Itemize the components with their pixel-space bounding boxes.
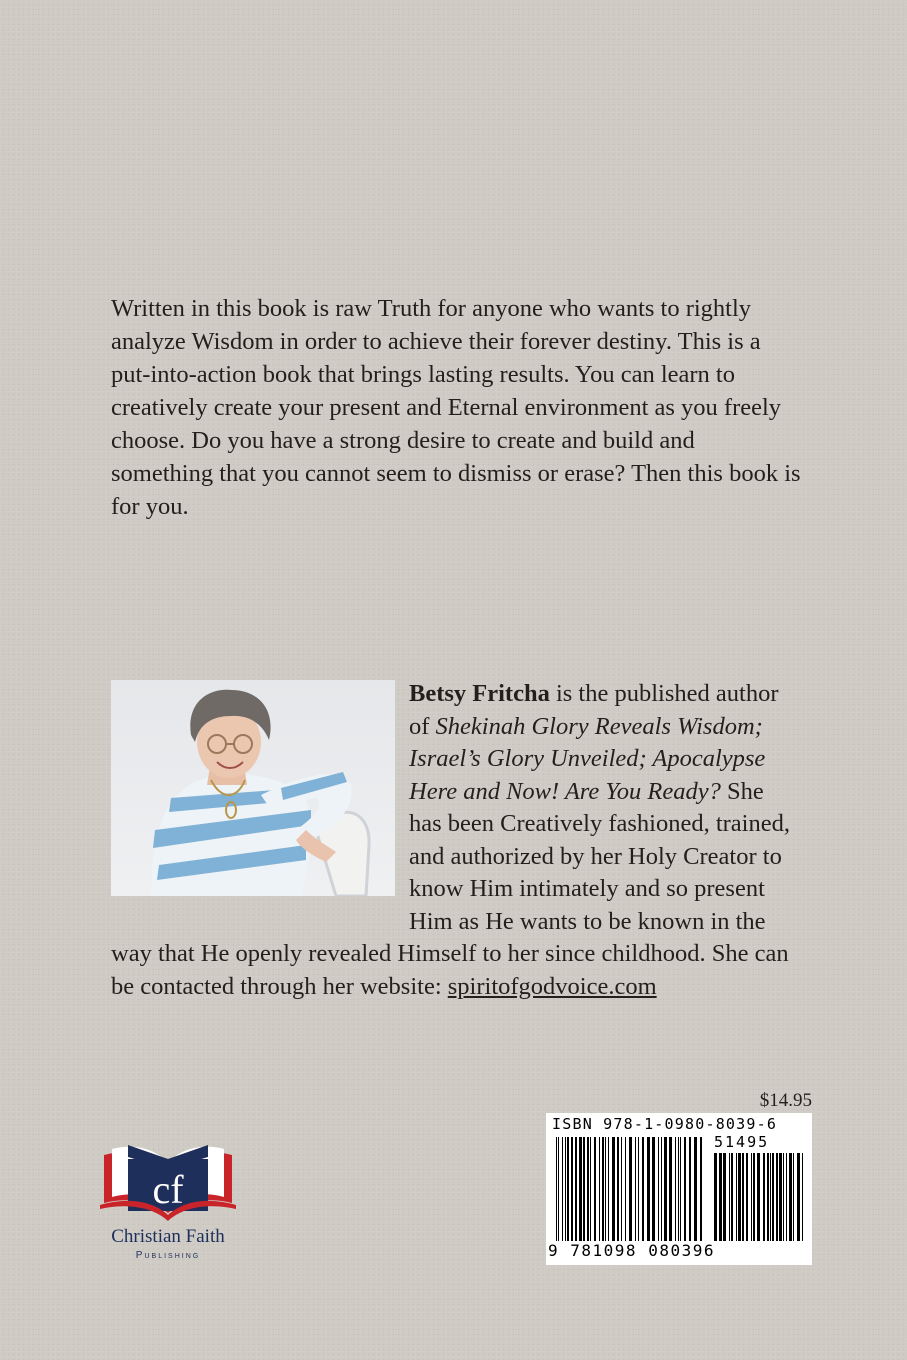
logo-letters: cf [152, 1167, 184, 1212]
publisher-subtitle: Publishing [135, 1250, 201, 1261]
barcode-bar [590, 1137, 591, 1241]
barcode-bar [772, 1153, 774, 1241]
barcode-bar [714, 1153, 717, 1241]
barcode-bar [579, 1137, 582, 1241]
bio-text-1: is the published author of [409, 680, 779, 740]
barcode-bar [789, 1153, 792, 1241]
barcode-bar [565, 1137, 566, 1241]
ean-number: 9 781098 080396 [548, 1241, 715, 1260]
barcode-bar [700, 1137, 702, 1241]
barcode-bar [751, 1153, 752, 1241]
barcode-bar [621, 1137, 622, 1241]
author-name: Betsy Fritcha [409, 680, 550, 707]
barcode-bar [625, 1137, 626, 1241]
barcode-bar [786, 1153, 787, 1241]
barcode-bar [599, 1137, 600, 1241]
back-cover-blurb: Written in this book is raw Truth for anyone who wants to rightly analyze Wisdom in order to achieve their forever destiny. This is a put-into-action book that brings lasting results. You can learn to creatively create your present and Eternal environment as you freely choose. Do you have a strong desire to create and build and something that you cannot seem to dismiss or erase? Then this book is for you. [111, 295, 801, 520]
book-titles: Shekinah Glory Reveals Wisdom; Israel’s Glory Unveiled; Apocalypse Here and Now! Are You Ready? [409, 712, 766, 805]
barcode-bar [736, 1153, 737, 1241]
barcode-bar [617, 1137, 619, 1241]
barcode-bar [612, 1137, 615, 1241]
barcode-bar [602, 1137, 604, 1241]
barcode-bar [802, 1153, 803, 1241]
price-label: $14.95 [759, 1090, 812, 1111]
barcode-bar [571, 1137, 573, 1241]
barcode-bar [558, 1137, 559, 1241]
addon-number: 51495 [714, 1133, 770, 1151]
barcode-bar [605, 1137, 606, 1241]
barcode-bar [779, 1153, 782, 1241]
barcode-bar [638, 1137, 639, 1241]
barcode-bar [556, 1137, 557, 1241]
barcode-bar [694, 1137, 697, 1241]
barcode-bar [684, 1137, 686, 1241]
barcode-bar [763, 1153, 765, 1241]
barcode-bar [652, 1137, 655, 1241]
barcode-bar [635, 1137, 636, 1241]
barcode-bar [757, 1153, 760, 1241]
barcode-bar [731, 1153, 733, 1241]
barcode-bar [647, 1137, 650, 1241]
photo-spacer [111, 678, 409, 906]
open-book-icon [98, 1135, 238, 1230]
barcode-bar [783, 1153, 784, 1241]
barcode-bar [642, 1137, 644, 1241]
barcode-bar [661, 1137, 662, 1241]
barcode-bar [675, 1137, 676, 1241]
barcode-bar [567, 1137, 569, 1241]
barcode-bar [753, 1153, 755, 1241]
barcode-bar [797, 1153, 800, 1241]
barcode-bar [767, 1153, 769, 1241]
bio-text-2: She has been Creatively fashioned, trained, and authorized by her Holy Creator to know Him intimately and so present Him as He wants to be known in the way that He openly revealed Himself to her since childhood. She can be contacted through her website: [111, 777, 790, 1000]
barcode-bar [680, 1137, 681, 1241]
barcode-bar [583, 1137, 585, 1241]
barcode-bar [770, 1153, 771, 1241]
barcode-bar [738, 1153, 741, 1241]
isbn-barcode [546, 1113, 812, 1265]
barcode-bar [776, 1153, 778, 1241]
barcode-bar [664, 1137, 667, 1241]
website-link[interactable]: spiritofgodvoice.com [447, 972, 657, 1000]
barcode-bar [575, 1137, 577, 1241]
author-bio [111, 678, 801, 1003]
barcode-bar [629, 1137, 632, 1241]
barcode-bar [608, 1137, 609, 1241]
barcode-bar [729, 1153, 730, 1241]
barcode-bar [723, 1153, 726, 1241]
barcode-bar [678, 1137, 679, 1241]
barcode-bar [587, 1137, 589, 1241]
barcode-bar [562, 1137, 563, 1241]
barcode-bar [658, 1137, 659, 1241]
barcode-bar [742, 1153, 744, 1241]
isbn-text: ISBN 978-1-0980-8039-6 [552, 1115, 778, 1133]
publisher-name: Christian Faith [111, 1226, 225, 1247]
barcode-bar [793, 1153, 794, 1241]
barcode-bar [594, 1137, 596, 1241]
barcode-bar [719, 1153, 722, 1241]
barcode-bar [746, 1153, 748, 1241]
barcode-bar [689, 1137, 691, 1241]
barcode-bar [669, 1137, 672, 1241]
